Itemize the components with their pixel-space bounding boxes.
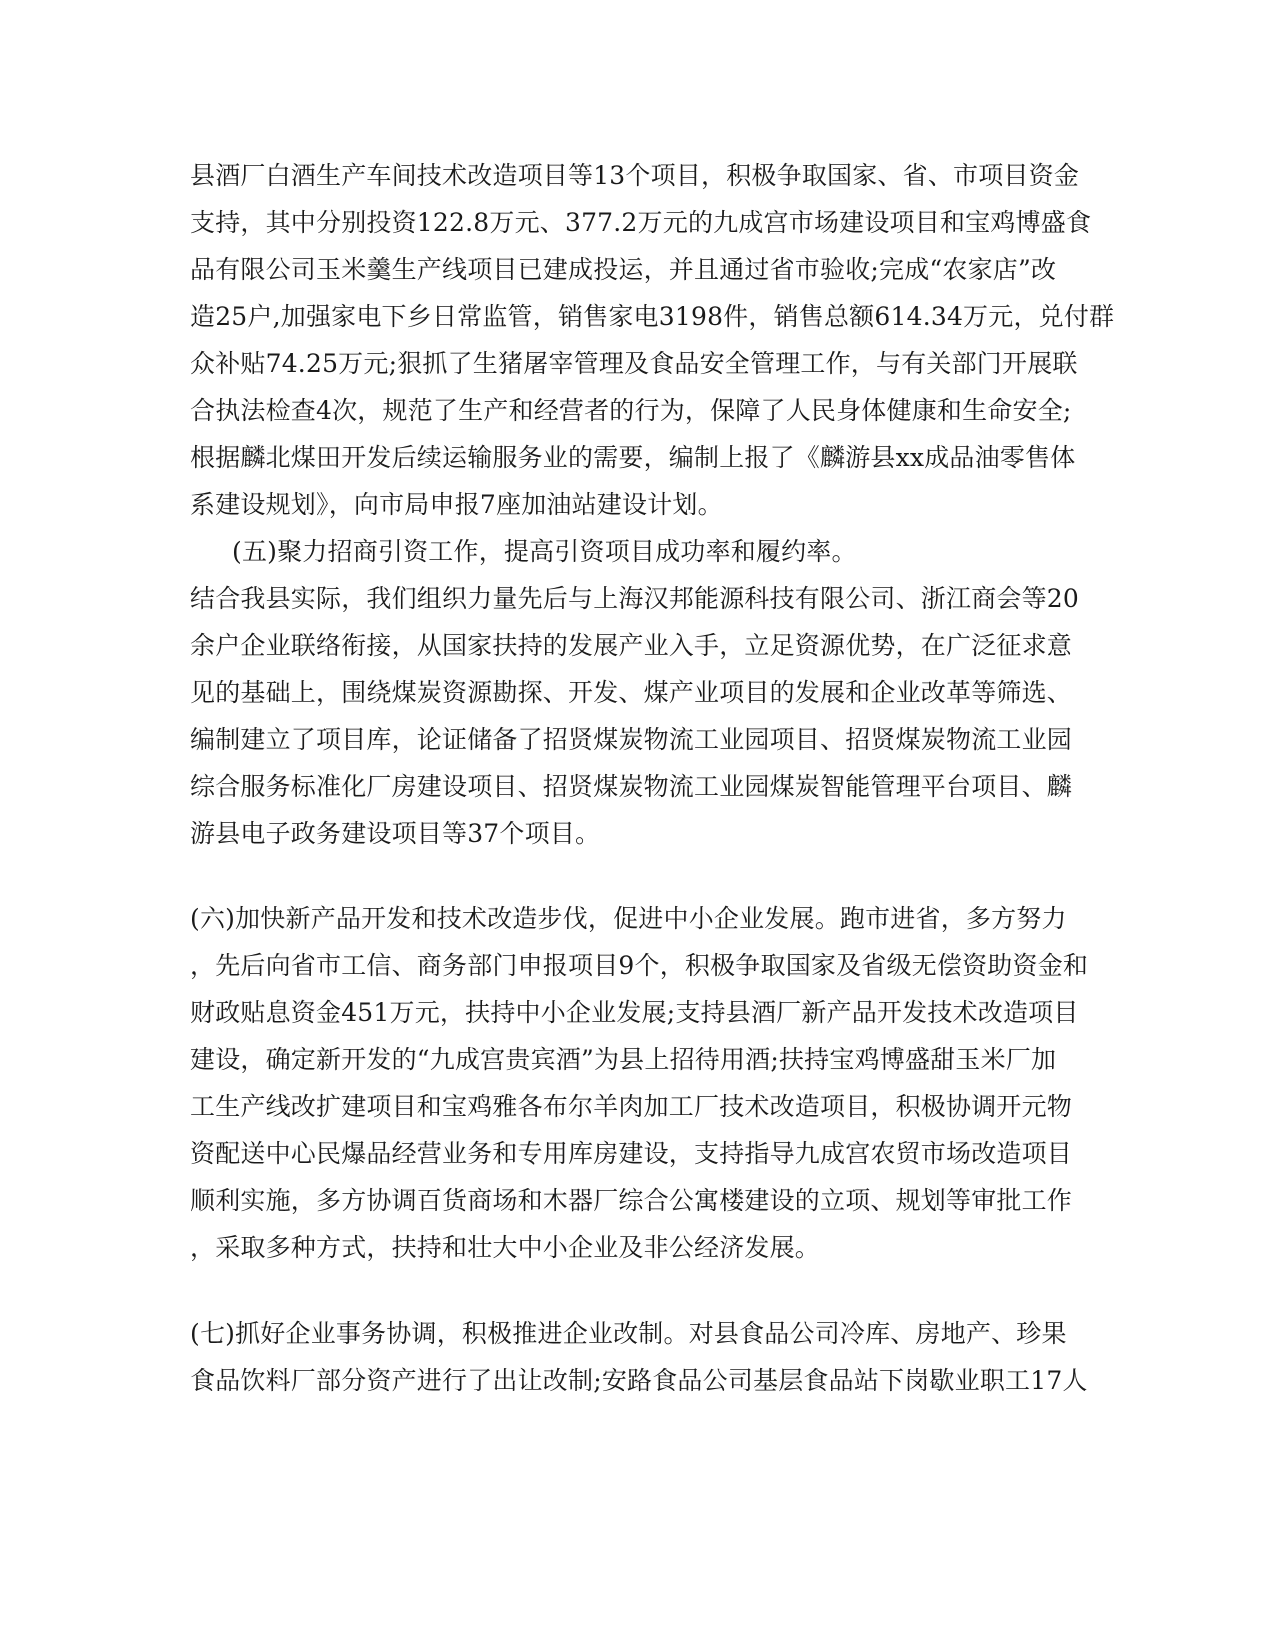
- section-heading: (五)聚力招商引资工作，提高引资项目成功率和履约率。: [232, 537, 857, 566]
- text-line: 游县电子政务建设项目等37个项目。: [190, 819, 601, 848]
- text-line: 系建设规划》，向市局申报7座加油站建设计划。: [190, 490, 723, 519]
- text-line: 根据麟北煤田开发后续运输服务业的需要，编制上报了《麟游县xx成品油零售体: [190, 443, 1076, 472]
- text-line: 支持，其中分别投资122.8万元、377.2万元的九成宫市场建设项目和宝鸡博盛食: [190, 208, 1092, 237]
- text-line: 众补贴74.25万元;狠抓了生猪屠宰管理及食品安全管理工作，与有关部门开展联: [190, 349, 1078, 378]
- text-line: 造25户,加强家电下乡日常监管，销售家电3198件，销售总额614.34万元，兑付群: [190, 302, 1115, 331]
- text-line: 财政贴息资金451万元，扶持中小企业发展;支持县酒厂新产品开发技术改造项目: [190, 998, 1079, 1027]
- section-heading: (六)加快新产品开发和技术改造步伐，促进中小企业发展。跑市进省，多方努力: [190, 904, 1067, 933]
- text-line: ，先后向省市工信、商务部门申报项目9个，积极争取国家及省级无偿资助资金和: [190, 951, 1089, 980]
- text-line: 建设，确定新开发的“九成宫贵宾酒”为县上招待用酒;扶持宝鸡博盛甜玉米厂加: [190, 1045, 1057, 1074]
- text-line: 见的基础上，围绕煤炭资源勘探、开发、煤产业项目的发展和企业改革等筛选、: [190, 678, 1073, 707]
- text-line: 工生产线改扩建项目和宝鸡雅各布尔羊肉加工厂技术改造项目，积极协调开元物: [190, 1092, 1073, 1121]
- text-line: ，采取多种方式，扶持和壮大中小企业及非公经济发展。: [190, 1233, 821, 1262]
- text-line: 资配送中心民爆品经营业务和专用库房建设，支持指导九成宫农贸市场改造项目: [190, 1139, 1073, 1168]
- text-line: 结合我县实际，我们组织力量先后与上海汉邦能源科技有限公司、浙江商会等20: [190, 584, 1080, 613]
- text-line: 综合服务标准化厂房建设项目、招贤煤炭物流工业园煤炭智能管理平台项目、麟: [190, 772, 1073, 801]
- text-line: 县酒厂白酒生产车间技术改造项目等13个项目，积极争取国家、省、市项目资金: [190, 161, 1080, 190]
- text-line: 余户企业联络衔接，从国家扶持的发展产业入手，立足资源优势，在广泛征求意: [190, 631, 1073, 660]
- text-line: 顺利实施，多方协调百货商场和木器厂综合公寓楼建设的立项、规划等审批工作: [190, 1186, 1073, 1215]
- text-line: 品有限公司玉米羹生产线项目已建成投运，并且通过省市验收;完成“农家店”改: [190, 255, 1057, 284]
- section-heading: (七)抓好企业事务协调，积极推进企业改制。对县食品公司冷库、房地产、珍果: [190, 1319, 1067, 1348]
- text-line: 合执法检查4次，规范了生产和经营者的行为，保障了人民身体健康和生命安全;: [190, 396, 1072, 425]
- text-line: 食品饮料厂部分资产进行了出让改制;安路食品公司基层食品站下岗歇业职工17人: [190, 1366, 1088, 1395]
- text-line: 编制建立了项目库，论证储备了招贤煤炭物流工业园项目、招贤煤炭物流工业园: [190, 725, 1073, 754]
